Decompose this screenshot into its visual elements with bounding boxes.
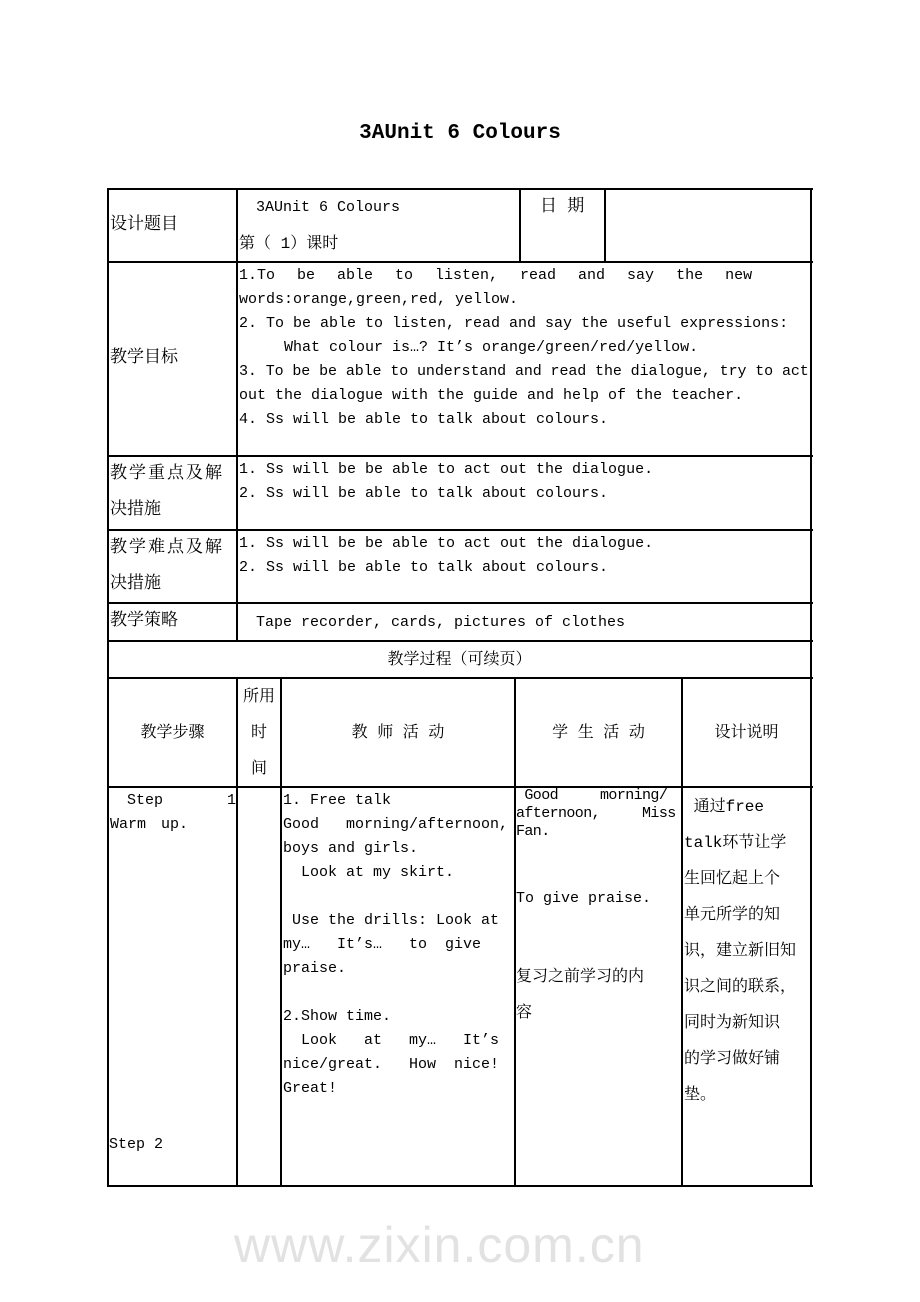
goal-line: 3. To be be able to understand and read the dialogue, try to act <box>239 363 809 380</box>
goal-line: 1.To be able to listen, read and say the new <box>239 267 753 284</box>
teacher-line: nice/great. How nice! <box>283 1056 500 1073</box>
step-1: Step 1 Warm up. <box>110 792 236 833</box>
goal-line: What colour is…? It’s orange/green/red/yellow. <box>239 339 699 356</box>
teacher-line <box>283 885 515 909</box>
date-label: 日 期 <box>540 198 585 217</box>
teacher-line: 1. Free talk <box>283 792 392 809</box>
note-line: 识，建立新旧知 <box>684 942 797 960</box>
teacher-line: Look at my skirt. <box>283 864 455 881</box>
design-topic-value: 3AUnit 6 Colours <box>256 199 401 216</box>
teacher-line: praise. <box>283 960 347 977</box>
teacher-line <box>283 981 515 1005</box>
teacher-line: 2.Show time. <box>283 1008 392 1025</box>
strategy-value: Tape recorder, cards, pictures of clothes <box>256 614 626 631</box>
col-time: 所用 <box>242 688 275 706</box>
goal-line: out the dialogue with the guide and help of the teacher. <box>239 387 744 404</box>
student-review: 复习之前学习的内 <box>516 968 645 986</box>
goal-line: 4. Ss will be able to talk about colours. <box>239 411 609 428</box>
document-title: 3AUnit 6 Colours <box>359 122 561 145</box>
teacher-line: boys and girls. <box>283 840 419 857</box>
col-student: 学 生 活 动 <box>552 724 645 742</box>
goals-label: 教学目标 <box>110 349 178 368</box>
col-notes: 设计说明 <box>714 724 779 742</box>
process-header: 教学过程（可续页） <box>387 651 532 669</box>
watermark: www.zixin.com.cn <box>234 1217 645 1273</box>
teacher-line: Great! <box>283 1080 338 1097</box>
student-review-2: 容 <box>516 1004 533 1022</box>
col-time-3: 间 <box>250 760 267 778</box>
goals-list <box>239 264 811 432</box>
difficult-point-line: 1. Ss will be be able to act out the dialogue. <box>239 535 654 552</box>
lesson-number: 第（ 1）课时 <box>239 235 339 253</box>
note-line: 生回忆起上个 <box>684 870 781 888</box>
key-points-label: 教学重点及解 <box>110 465 224 484</box>
student-line: Good morning/ <box>516 787 668 804</box>
col-steps: 教学步骤 <box>140 724 205 742</box>
note-line: 的学习做好铺 <box>684 1050 781 1068</box>
goal-line: 2. To be able to listen, read and say the useful expressions: <box>239 315 789 332</box>
note-line: talk环节让学 <box>684 834 787 852</box>
student-praise: To give praise. <box>516 890 652 907</box>
goal-line: words:orange,green,red, yellow. <box>239 291 519 308</box>
note-line: 单元所学的知 <box>684 906 781 924</box>
difficult-points-label: 教学难点及解 <box>110 539 224 558</box>
key-point-line: 2. Ss will be able to talk about colours. <box>239 485 609 502</box>
teacher-line: Look at my… It’s <box>283 1032 500 1049</box>
note-line: 识之间的联系， <box>684 978 797 996</box>
note-line: 同时为新知识 <box>684 1014 781 1032</box>
design-notes <box>684 789 810 1113</box>
teacher-line: Good morning/afternoon, <box>283 816 509 833</box>
teacher-line: my… It’s… to give <box>283 936 482 953</box>
note-line: 垫。 <box>684 1086 717 1104</box>
col-time-2: 时 <box>250 724 267 742</box>
student-line: afternoon, Miss <box>516 805 676 822</box>
difficult-points-label-2: 决措施 <box>110 575 161 594</box>
difficult-point-line: 2. Ss will be able to talk about colours. <box>239 559 609 576</box>
step-2: Step 2 <box>109 1136 164 1153</box>
note-line: 通过free <box>684 798 765 816</box>
strategy-label: 教学策略 <box>110 612 178 631</box>
student-line: Fan. <box>516 823 550 840</box>
design-topic-label: 设计题目 <box>110 216 178 235</box>
key-points-label-2: 决措施 <box>110 501 161 520</box>
teacher-line: Use the drills: Look at <box>283 912 500 929</box>
key-point-line: 1. Ss will be be able to act out the dialogue. <box>239 461 654 478</box>
col-teacher: 教 师 活 动 <box>351 724 445 742</box>
teacher-activities <box>283 789 515 1101</box>
student-activities <box>516 787 680 841</box>
